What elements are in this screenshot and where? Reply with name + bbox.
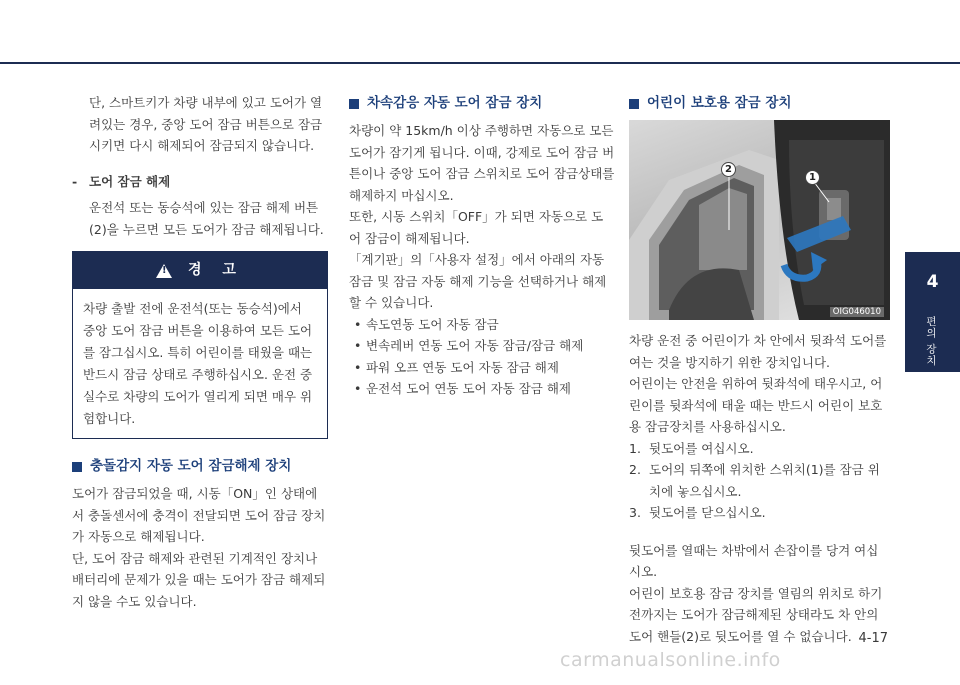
lead-paragraph: 단, 스마트키가 차량 내부에 있고 도어가 열려있는 경우, 중앙 도어 잠금 버튼으로 잠금시키면 다시 해제되어 잠금되지 않습니다. — [89, 95, 323, 153]
chapter-number: 4 — [926, 272, 939, 293]
list-item — [629, 502, 890, 524]
square-bullet-icon — [72, 462, 82, 472]
figure-code: OIG046010 — [830, 307, 884, 317]
child-lock-steps — [629, 438, 890, 524]
crash-section-title — [72, 455, 328, 479]
step-number: 2. — [629, 462, 641, 477]
crash-paragraph-2: 단, 도어 잠금 해제와 관련된 기계적인 장치나 배터리에 문제가 있을 때는 도어가 잠금 해제되지 않을 수도 있습니다. — [72, 550, 326, 609]
unlock-paragraph: 운전석 또는 동승석에 있는 잠금 해제 버튼(2)을 누르면 모든 도어가 잠금 해제됩니다. — [89, 200, 324, 237]
rear-door-illustration — [629, 120, 890, 320]
column-left — [72, 92, 328, 612]
list-item: • 운전석 도어 연동 도어 자동 잠금 해제 — [349, 378, 615, 400]
dash-heading — [72, 171, 328, 193]
page-number: 4-17 — [858, 631, 888, 646]
speed-lock-paragraph-3: 「계기판」의「사용자 설정」에서 아래의 자동 잠금 및 잠금 자동 해제 기능을 선택하거나 해제할 수 있습니다. — [349, 252, 607, 310]
list-item: • 변속레버 연동 도어 자동 잠금/잠금 해제 — [349, 335, 615, 357]
step-number: 3. — [629, 505, 641, 520]
callout-2-marker: 2 — [721, 162, 736, 177]
step-text: 뒷도어를 여십시오. — [649, 440, 754, 456]
callout-1-marker: 1 — [805, 170, 820, 185]
column-right — [629, 92, 890, 647]
child-lock-paragraph-1: 차량 운전 중 어린이가 차 안에서 뒷좌석 도어를 여는 것을 방지하기 위한 장치입니다. — [629, 333, 887, 370]
watermark: carmanualsonline.info — [560, 649, 781, 671]
column-middle — [349, 92, 615, 400]
child-lock-figure — [629, 120, 890, 320]
warning-box — [72, 251, 328, 439]
list-item: • 속도연동 도어 자동 잠금 — [349, 314, 615, 336]
square-bullet-icon — [349, 99, 359, 109]
dash-marker: - — [72, 173, 78, 189]
dash-heading-text: 도어 잠금 해제 — [89, 173, 171, 189]
child-lock-text — [629, 330, 890, 647]
list-item — [629, 438, 890, 460]
child-lock-paragraph-3: 뒷도어를 열때는 차밖에서 손잡이를 당겨 여십시오. — [629, 542, 879, 579]
chapter-tab[interactable] — [905, 252, 960, 372]
step-text: 뒷도어를 닫으십시오. — [649, 505, 766, 520]
child-lock-section-title-text: 어린이 보호용 잠금 장치 — [647, 95, 792, 112]
spacer — [629, 524, 890, 540]
auto-lock-options-list — [349, 314, 615, 400]
warning-title: 경 고 — [188, 261, 244, 278]
warning-body: 차량 출발 전에 운전석(또는 동승석)에서 중앙 도어 잠금 버튼을 이용하여 모든 도어를 잠그십시오. 특히 어린이를 태웠을 때는 반드시 잠금 상태로 주행하십시오. 운전 중 실수로 차량의 도어가 열리게 되면 매우 위험합니다. — [83, 301, 313, 426]
list-item: • 파워 오프 연동 도어 자동 잠금 해제 — [349, 357, 615, 379]
square-bullet-icon — [629, 99, 639, 109]
chapter-label: 편의 장치 — [925, 316, 937, 367]
speed-lock-section-title — [349, 92, 615, 116]
step-text: 도어의 뒤쪽에 위치한 스위치(1)를 잠금 위치에 놓으십시오. — [649, 462, 880, 499]
top-rule — [0, 62, 960, 64]
list-item — [629, 459, 890, 502]
child-lock-paragraph-4: 어린이 보호용 잠금 장치를 열림의 위치로 하기 전까지는 도어가 잠금해제된 상태라도 차 안의 도어 핸들(2)로 뒷도어를 열 수 없습니다. — [629, 585, 883, 644]
crash-paragraph-1: 도어가 잠금되었을 때, 시동「ON」인 상태에서 충돌센서에 충격이 전달되면 도어 잠금 장치가 자동으로 해제됩니다. — [72, 486, 326, 544]
speed-lock-paragraph-1: 차량이 약 15km/h 이상 주행하면 자동으로 모든 도어가 잠기게 됩니다. 이때, 강제로 도어 잠금 버튼이나 중앙 도어 잠금 스위치로 도어 잠금상태를 해제하지 마십시오. — [349, 123, 615, 203]
step-number: 1. — [629, 440, 641, 456]
warning-icon — [156, 264, 172, 278]
warning-header — [73, 252, 327, 289]
crash-section-title-text: 충돌감지 자동 도어 잠금해제 장치 — [90, 458, 292, 475]
speed-lock-paragraph-2: 또한, 시동 스위치「OFF」가 되면 자동으로 도어 잠금이 해제됩니다. — [349, 209, 604, 246]
child-lock-section-title — [629, 92, 890, 116]
speed-lock-section-title-text: 차속감응 자동 도어 잠금 장치 — [367, 95, 543, 112]
child-lock-paragraph-2: 어린이는 안전을 위하여 뒷좌석에 태우시고, 어린이를 뒷좌석에 태울 때는 반드시 어린이 보호용 잠금장치를 사용하십시오. — [629, 376, 883, 434]
